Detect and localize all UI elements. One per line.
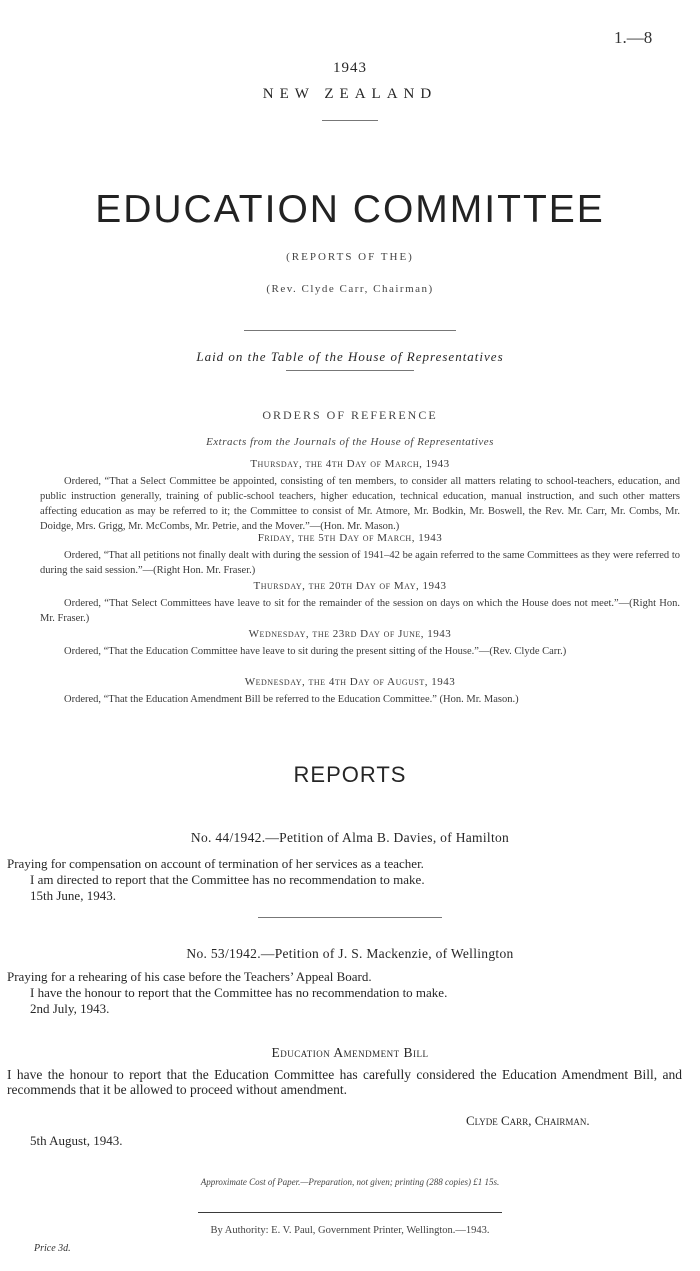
petition-divider	[258, 917, 442, 918]
order-date: Wednesday, the 23rd Day of June, 1943	[248, 628, 452, 640]
laid-divider	[286, 370, 414, 371]
petition-date: 2nd July, 1943.	[30, 1001, 110, 1016]
printer-authority: By Authority: E. V. Paul, Government Printer, Wellington.—1943.	[210, 1225, 490, 1236]
laid-on-table: Laid on the Table of the House of Representatives	[196, 349, 504, 364]
bill-report-text: I have the honour to report that the Education Committee has carefully considered the Education Amendment Bill, and recommends that it be allowed to proceed without amendment.	[7, 1067, 682, 1097]
extracts-subheading: Extracts from the Journals of the House of Representatives	[206, 436, 494, 448]
order-text: Ordered, “That the Education Amendment Bill be referred to the Education Committee.” (Hon. Mr. Mason.)	[64, 694, 519, 705]
order-text: Ordered, “That the Education Committee have leave to sit during the present sitting of the House.”—(Rev. Clyde Carr.)	[64, 646, 567, 657]
reports-heading: REPORTS	[293, 762, 407, 787]
orders-heading: ORDERS OF REFERENCE	[262, 408, 438, 422]
order-text: Ordered, “That all petitions not finally dealt with during the session of 1941–42 be again referred to the same Committees as they were referred to during the said session.”—(Right Hon. Mr. Fraser.)	[40, 550, 680, 576]
petition-title: No. 53/1942.—Petition of J. S. Mackenzie, of Wellington	[186, 946, 514, 961]
petition-report: I have the honour to report that the Committee has no recommendation to make.	[30, 985, 448, 1000]
document-title: EDUCATION COMMITTEE	[95, 188, 605, 231]
order-text: Ordered, “That Select Committees have leave to sit for the remainder of the session on days on which the House does not meet.”—(Right Hon. Mr. Fraser.)	[40, 598, 680, 624]
paper-number: 1.—8	[614, 28, 653, 47]
order-date: Wednesday, the 4th Day of August, 1943	[244, 676, 456, 688]
year: 1943	[333, 60, 367, 76]
petition-praying: Praying for a rehearing of his case before the Teachers’ Appeal Board.	[7, 969, 372, 984]
petition-report: I am directed to report that the Committee has no recommendation to make.	[30, 872, 425, 887]
petition-praying: Praying for compensation on account of termination of her services as a teacher.	[7, 856, 424, 871]
cost-note: Approximate Cost of Paper.—Preparation, not given; printing (288 copies) £1 15s.	[200, 1177, 500, 1187]
footer-divider	[198, 1212, 502, 1213]
bill-signature: Clyde Carr, Chairman.	[466, 1113, 590, 1128]
header-divider	[322, 120, 378, 121]
bill-title: Education Amendment Bill	[271, 1045, 429, 1060]
title-divider	[244, 330, 456, 331]
bill-date: 5th August, 1943.	[30, 1133, 123, 1148]
country: NEW ZEALAND	[262, 86, 438, 102]
order-date: Thursday, the 4th Day of March, 1943	[250, 458, 450, 470]
price: Price 3d.	[34, 1243, 71, 1254]
order-date: Thursday, the 20th Day of May, 1943	[253, 580, 447, 592]
chairman-line: (Rev. Clyde Carr, Chairman)	[266, 283, 434, 295]
order-date: Friday, the 5th Day of March, 1943	[257, 532, 443, 544]
document-subtitle: (REPORTS OF THE)	[286, 251, 414, 263]
petition-title: No. 44/1942.—Petition of Alma B. Davies, of Hamilton	[190, 830, 510, 845]
order-text: Ordered, “That a Select Committee be appointed, consisting of ten members, to consider all matters relating to school-teachers, education, and public instruction generally, training of public-school teachers, higher education, technical education, manual instruction, and such other matters affecting education as may be referred to it; the Committee to consist of Mr. Atmore, Mr. Bodkin, Mr. Boswell, the Rev. Mr. Carr, Mr. Combs, Mr. Doidge, Mrs. Grigg, Mr. McCombs, Mr. Petrie, and the Mover.”—(Hon. Mr. Mason.)	[40, 476, 680, 532]
petition-date: 15th June, 1943.	[30, 888, 116, 903]
